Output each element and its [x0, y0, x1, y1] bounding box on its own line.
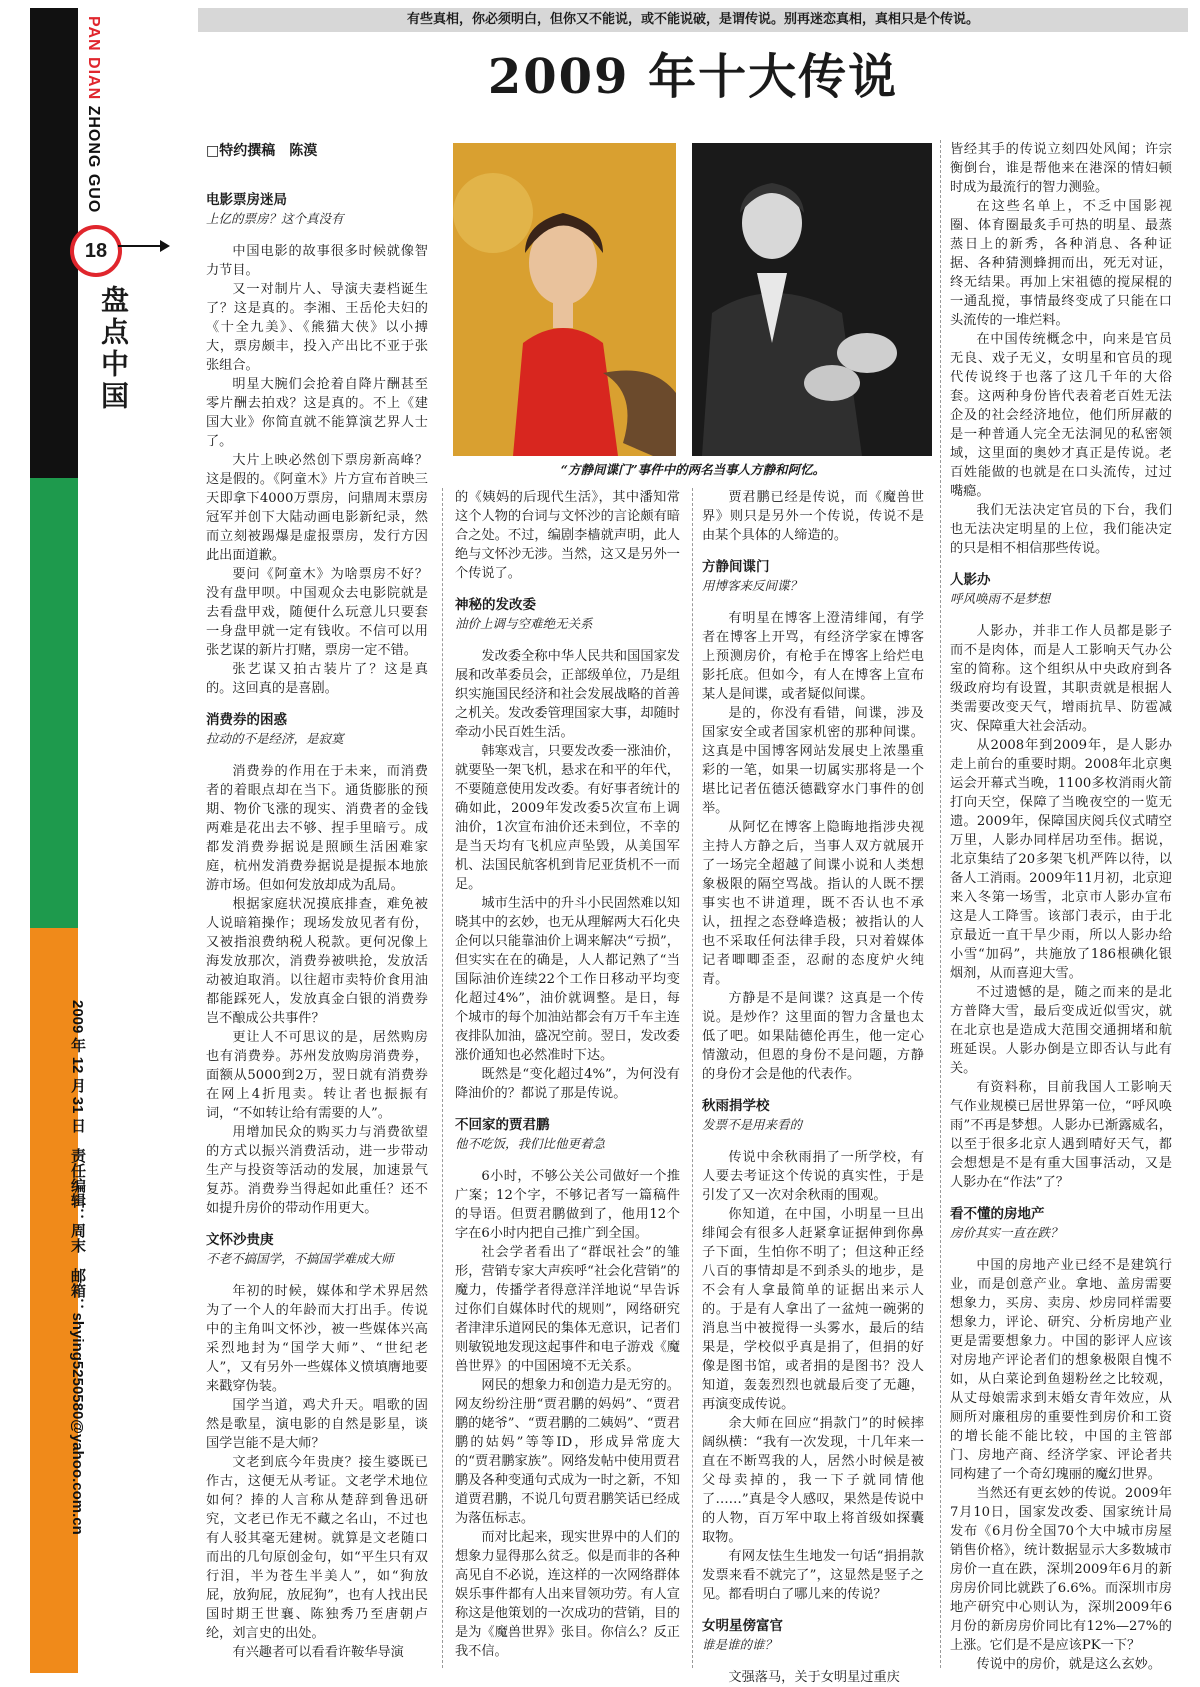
paragraph: 从2008年到2009年，是人影办走上前台的重要时期。2008年北京奥运会开幕式当晚，1100多枚消雨火箭打向天空，保障了当晚夜空的一览无遗。2009年，保障国庆阅兵仪式晴空万里，人影办同样居功至伟。据说，北京集结了20多架飞机严阵以待，以备人工消雨。2009年11月初，北京迎来入冬第一场雪，北京市人影办宣布这是人工降雪。该部门表示，由于北京最近一直干旱少雨，所以人影办给小雪“加码”，共施放了186根碘化银烟剂，从而喜迎大雪。: [950, 738, 1172, 981]
paragraph: 中国电影的故事很多时候就像智力节目。: [206, 244, 428, 278]
paragraph: 文老到底今年贵庚？接生婆既已作古，这便无从考证。文老学术地位如何？捧的人言称从楚辞到鲁迅研究，文老已作无不藏之名山，不过也有人驳其毫无建树。就算是文老随口而出的几句原创金句，如“平生只有双行泪，半为苍生半美人”，如“狗放屁，放狗屁，放屁狗”，也有人找出民国时期王世襄、陈独秀乃至唐朝卢纶，刘言史的出处。: [206, 1455, 428, 1641]
subhead-tagline: 拉动的不是经济，是寂寞: [206, 731, 344, 746]
page-number: 18: [70, 225, 122, 277]
subhead: 看不懂的房地产: [950, 1206, 1045, 1221]
subhead-tagline: 不老不搞国学，不搞国学难成大师: [206, 1251, 394, 1266]
paragraph: 是的，你没有看错，间谍，涉及国家安全或者国家机密的那种间谍。这真是中国博客网站发展史上浓墨重彩的一笔，如果一切属实那将是一个堪比记者伍德沃德戳穿水门事件的创举。: [702, 706, 924, 816]
paragraph: 发改委全称中华人民共和国国家发展和改革委员会，正部级单位，乃是组织实施国民经济和社会发展战略的首善之机关。发改委管理国家大事，却随时牵动小民百姓生活。: [455, 649, 680, 740]
subhead: 消费券的困惑: [206, 712, 287, 727]
sidebar-green-band: [30, 478, 78, 928]
paragraph: 余大师在回应“捐款门”的时候摔阔纵横：“我有一次发现，十几年来一直在不断骂我的人，居然小时候是被父母卖掉的，我一下子就同情他了……”真是令人感叹，果然是传说中的人物，百万军中取上将首级如探囊取物。: [702, 1416, 924, 1545]
arrow-head-icon: [160, 240, 170, 252]
paragraph: 社会学者看出了“群氓社会”的雏形，营销专家大声疾呼“社会化营销”的魔力，传播学者得意洋洋地说“早告诉过你们自媒体时代的规则”，网络研究者津津乐道网民的集体无意识，记者们则敏锐地发现这起事件和电子游戏《魔兽世界》的中国困境不无关系。: [455, 1245, 680, 1374]
page-title: 2009 年十大传说: [487, 49, 899, 105]
paragraph: 有兴趣者可以看看许鞍华导演: [232, 1645, 404, 1660]
paragraph: 方静是不是间谍？这真是一个传说。是炒作？这里面的智力含量也太低了吧。如果陆德伦再生，他一定心情激动，但恩的身份不是问题，方静的身份才会是他的代表作。: [702, 991, 924, 1082]
top-banner: 有些真相，你必须明白，但你又不能说，或不能说破，是谓传说。别再迷恋真相，真相只是个传说。: [198, 8, 1188, 32]
paragraph: 在中国传统概念中，向来是官员无良、戏子无义，女明星和官员的现代传说终于也落了这几千年的大俗套。这两种身份皆代表着老百姓无法企及的社会经济地位，他们所屏蔽的是一种普通人完全无法洞见的私密领域，这里面的奥妙才真正是传说。老百姓能做的也就是在口头流传，过过嘴瘾。: [950, 332, 1172, 499]
paragraph: 有明星在博客上澄清绯闻，有学者在博客上开骂，有经济学家在博客上预测房价，有枪手在博客上给烂电影托底。但如今，有人在博客上宣布某人是间谍，或者疑似间谍。: [702, 611, 924, 702]
paragraph: 你知道，在中国，小明星一旦出绯闻会有很多人赶紧拿证据伸到你鼻子下面，生怕你不明了；但这种正经八百的事情却是不到杀头的地步，是不会有人拿最简单的证据出来示人的。于是有人拿出了一盆炖一碗粥的消息当中被搅得一头雾水，最后的结果是，学校似乎真是捐了，但捐的好像是图书馆，或者捐的是图书？没人知道，轰轰烈烈也就最后变了无趣，再演变成传说。: [702, 1207, 924, 1412]
paragraph: 根据家庭状况摸底排查，难免被人说暗箱操作；现场发放见者有份，又被指浪费纳税人税款。更何况像上海发放那次，消费券被哄抢，发放活动被迫取消。以往超市卖特价食用油都能踩死人，发放真金白银的消费券岂不酿成公共事件？: [206, 897, 428, 1026]
paragraph: 更让人不可思议的是，居然购房也有消费券。苏州发放购房消费券，面额从5000到2万，翌日就有消费券在网上4折甩卖。转让者也振振有词，“不如转让给有需要的人”。: [206, 1030, 428, 1121]
paragraph: 的《姨妈的后现代生活》，其中潘知常这个人物的台词与文怀沙的言论颇有暗合之处。不过，编剧李樯就声明，此人绝与文怀沙无涉。当然，这又是另外一个传说了。: [455, 490, 680, 581]
paragraph: 用增加民众的购买力与消费欲望的方式以振兴消费活动，进一步带动生产与投资等活动的发展，加速景气复苏。消费券当得起如此重任？还不如提升房价的带动作用更大。: [206, 1125, 428, 1216]
subhead: 神秘的发改委: [455, 597, 536, 612]
paragraph: 文强落马，关于女明星过重庆: [728, 1670, 900, 1685]
date-editor-line: 2009 年 12 月 31 日 责任编辑：周末 邮箱：shying5250580@yahoo.com.cn: [69, 1000, 86, 1535]
section-pinyin: PAN DIAN ZHONG GUO: [85, 16, 102, 214]
article-column-1: [206, 178, 428, 1662]
arrow-line: [118, 245, 166, 247]
subhead: 女明星傍富官: [702, 1618, 783, 1633]
paragraph: 张艺谋又拍古装片了？这是真的。这回真的是喜剧。: [206, 662, 428, 696]
paragraph: 6小时，不够公关公司做好一个推广案；12个字，不够记者写一篇稿件的导语。但贾君鹏做到了，他用12个字在6小时内把自己推广到全国。: [455, 1169, 680, 1241]
paragraph: 当然还有更玄妙的传说。2009年7月10日，国家发改委、国家统计局发布《6月份全国70个大中城市房屋销售价格》，统计数据显示大多数城市房价一直在跌，深圳2009年6月的新房房价同比就跌了6.6%。而深圳市房地产研究中心则认为，深圳2009年6月份的新房房价同比有12%—27%的上涨。它们是不是应该PK一下？: [950, 1486, 1172, 1653]
subhead-tagline: 用博客来反间谍？: [702, 578, 803, 593]
paragraph: 城市生活中的升斗小民固然难以知晓其中的玄妙，也无从理解两大石化央企何以只能靠油价上调来解决“亏损”，但实实在在的确是，人人都记熟了“当国际油价连续22个工作日移动平均变化超过4%”，油价就调整。是日，每个城市的每个加油站都会有万千车主连夜排队加油，盛况空前。翌日，发改委涨价通知也必然准时下达。: [455, 896, 680, 1063]
subhead: 方静间谍门: [702, 559, 770, 574]
paragraph: 网民的想象力和创造力是无穷的。网友纷纷注册“贾君鹏的妈妈”、“贾君鹏的姥爷”、“贾君鹏的二姨妈”、“贾君鹏的姑妈”等等ID，形成异常庞大的“贾君鹏家族”。网络发帖中使用贾君鹏及各种变通句式成为一时之新，不知道贾君鹏，不说几句贾君鹏笑话已经成为落伍标志。: [455, 1378, 680, 1526]
paragraph: 要问《阿童木》为啥票房不好？没有盘甲呗。中国观众去电影院就是去看盘甲戏，随便什么玩意儿只要套一身盘甲就一定有钱收。不信可以用张艺谋的新片打赌，票房一定不错。: [206, 567, 428, 658]
paragraph: 我们无法决定官员的下台，我们也无法决定明星的上位，我们能决定的只是相不相信那些传说。: [950, 503, 1172, 556]
paragraph: 又一对制片人、导演夫妻档诞生了？这是真的。李湘、王岳伦夫妇的《十全九美》、《熊猫大侠》以小搏大，票房颇丰，投入产出比不亚于张张组合。: [206, 282, 428, 373]
paragraph: 传说中余秋雨捐了一所学校，有人要去考证这个传说的真实性，于是引发了又一次对余秋雨的围观。: [702, 1150, 924, 1203]
paragraph: 消费券的作用在于未来，而消费者的着眼点却在当下。通货膨胀的预期、物价飞涨的现实、消费者的金钱两难是花出去不够、捏手里暗亏。成都发消费券据说是照顾生活困难家庭，杭州发消费券据说是提振本地旅游市场。但如何发放却成为乱局。: [206, 764, 428, 893]
paragraph: 在这些名单上，不乏中国影视圈、体育圈最炙手可热的明星、最蒸蒸日上的新秀，各种消息、各种证据、各种猜测蜂拥而出，死无对证，终无结果。再加上宋祖德的搅屎棍的一通乱搅，事情最终变成了只能在口头流传的一堆烂料。: [950, 199, 1172, 328]
subhead-tagline: 房价其实一直在跌？: [950, 1225, 1063, 1240]
byline: □特约撰稿 陈漠: [206, 143, 318, 159]
photo-caption: “方静间谍门”事件中的两名当事人方静和阿忆。: [560, 462, 826, 477]
subhead: 不回家的贾君鹏: [455, 1117, 550, 1132]
subhead-tagline: 油价上调与空难绝无关系: [455, 616, 593, 631]
subhead-tagline: 谁是谁的谁？: [702, 1637, 778, 1652]
paragraph: 不过遗憾的是，随之而来的是北方普降大雪，最后变成近似雪灾，就在北京也是造成大范围交通拥堵和航班延误。人影办倒是立即否认与此有关。: [950, 985, 1172, 1076]
paragraph: 皆经其手的传说立刻四处风闻；许宗衡倒台，谁是帮他来在港深的情妇顿时成为最流行的智力测验。: [950, 142, 1172, 195]
paragraph: 国学当道，鸡犬升天。唱歌的固然是歌星，演电影的自然是影星，谈国学岂能不是大师？: [206, 1398, 428, 1451]
article-column-4: [950, 140, 1172, 1674]
paragraph: 人影办，并非工作人员都是影子而不是肉体，而是人工影响天气办公室的简称。这个组织从中央政府到各级政府均有设置，其职责就是根据人类需要改变天气，增雨抗旱、防雹减灾、保障重大社会活动。: [950, 624, 1172, 734]
paragraph: 明星大腕们会抢着自降片酬甚至零片酬去拍戏？这是真的。不上《建国大业》你简直就不能算演艺界人士了。: [206, 377, 428, 449]
paragraph: 大片上映必然创下票房新高峰？这是假的。《阿童木》片方宣布首映三天即拿下4000万票房，问鼎周末票房冠军并创下大陆动画电影新纪录，然而立刻被踢爆是虚报票房，发行方因此出面道歉。: [206, 453, 428, 563]
column-divider: [940, 140, 941, 1668]
paragraph: 中国的房地产业已经不是建筑行业，而是创意产业。拿地、盖房需要想象力，买房、卖房、炒房同样需要想象力，评论、研究、分析房地产业更是需要想象力。中国的影评人应该对房地产评论者们的想象极限自愧不如，从白菜论到鱼翅粉丝之比较观，从丈母娘需求到末婚女青年效应，从厕所对廉租房的重要性到房价和工资的增长能不能比较，中国的主管部门、房地产商、经济学家、评论者共同构建了一个奇幻瑰丽的魔幻世界。: [950, 1258, 1172, 1482]
subhead: 电影票房迷局: [206, 192, 287, 207]
subhead: 人影办: [950, 572, 991, 587]
subhead-tagline: 发票不是用来看的: [702, 1117, 803, 1132]
article-column-2: [455, 488, 680, 1661]
paragraph: 而对比起来，现实世界中的人们的想象力显得那么贫乏。似是而非的各种高见自不必说，连这样的一次网络群体娱乐事件都有人出来冒领功劳。有人宣称这是他策划的一次成功的营销，目的是为《魔兽世界》张目。你信么？反正我不信。: [455, 1530, 680, 1659]
paragraph: 从阿忆在博客上隐晦地指涉央视主持人方静之后，当事人双方就展开了一场完全超越了间谍小说和人类想象极限的隔空骂战。指认的人既不摆事实也不讲道理，既不否认也不承认，扭捏之态登峰造极；被指认的人也不采取任何法律手段，只对着媒体记者唧唧歪歪，忍耐的态度炉火纯青。: [702, 820, 924, 987]
column-divider: [692, 488, 693, 1668]
paragraph: 有网友怯生生地发一句话“捐捐款发票来看不就完了”，这显然是竖子之见。都看明白了哪儿来的传说？: [702, 1549, 924, 1602]
subhead-tagline: 呼风唤雨不是梦想: [950, 591, 1051, 606]
subhead: 文怀沙贵庚: [206, 1232, 274, 1247]
photo-fang-jing: [453, 143, 676, 456]
paragraph: 有资料称，目前我国人工影响天气作业规模已居世界第一位，“呼风唤雨”不再是梦想。人影办已渐露威名，以至于很多北京人遇到晴好天气，都会想想是不是有重大国事活动，又是人影办在“作法”了？: [950, 1080, 1172, 1190]
subhead-tagline: 上亿的票房？这个真没有: [206, 211, 344, 226]
photo-a-yi: [692, 143, 932, 456]
paragraph: 韩寒戏言，只要发改委一涨油价，就要坠一架飞机，悬求在和平的年代，不要随意使用发改委。有好事者统计的确如此，2009年发改委5次宣布上调油价，1次宣布油价还未到位，不幸的是当天均有飞机应声坠毁，从美国军机、法国民航客机到肯尼亚货机不一而足。: [455, 744, 680, 892]
subhead: 秋雨捐学校: [702, 1098, 770, 1113]
paragraph: 传说中的房价，就是这么玄妙。: [976, 1657, 1162, 1672]
section-title: 盘点中国: [97, 285, 130, 413]
paragraph: 既然是“变化超过4%”，为何没有降油价的？都说了那是传说。: [455, 1067, 680, 1101]
subhead-tagline: 他不吃饭，我们比他更着急: [455, 1136, 606, 1151]
article-column-3: [702, 488, 924, 1687]
column-divider: [442, 488, 443, 1668]
paragraph: 贾君鹏已经是传说，而《魔兽世界》则只是另外一个传说，传说不是由某个具体的人缔造的。: [702, 490, 924, 543]
paragraph: 年初的时候，媒体和学术界居然为了一个人的年龄而大打出手。传说中的主角叫文怀沙，被一些媒体兴高采烈地封为“国学大师”、“世纪老人”，又有另外一些媒体义愤填膺地要来戳穿伪装。: [206, 1284, 428, 1394]
